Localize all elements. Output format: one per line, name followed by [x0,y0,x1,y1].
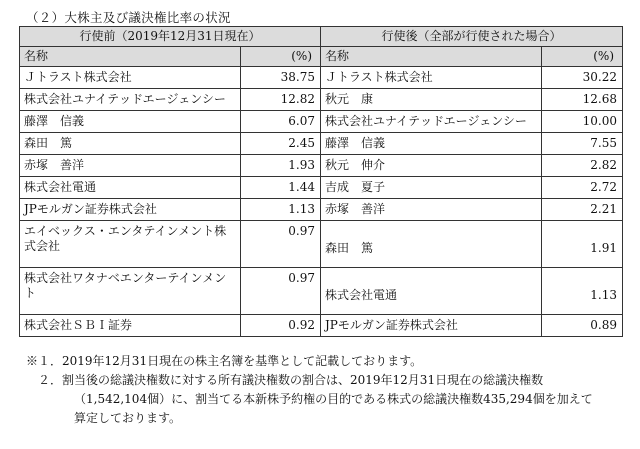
footnote-1: ※１．2019年12月31日現在の株主名簿を基準として記載しております。 [26,354,423,368]
after-shareholder-pct: 12.68 [542,89,623,111]
after-shareholder-pct: 2.82 [542,155,623,177]
footnote-2-line-2: （1,542,104個）に、割当てる本新株予約権の目的である株式の総議決権数435,294個を加えて [74,392,593,406]
major-shareholders-table [19,26,623,337]
before-shareholder-name: JPモルガン証券株式会社 [20,199,241,221]
footnote-2-line-3: 算定しております。 [74,411,182,425]
after-exercise-header: 行使後（全部が行使された場合） [321,27,623,47]
before-shareholder-name: 赤塚 善洋 [20,155,241,177]
before-shareholder-name: 株式会社ワタナベエンターテインメント [20,268,241,315]
table-row [20,67,623,89]
after-shareholder-name: 吉成 夏子 [321,177,542,199]
after-shareholder-name: 秋元 康 [321,89,542,111]
column-header-row [20,47,623,67]
after-shareholder-pct: 30.22 [542,67,623,89]
before-shareholder-pct: 1.93 [241,155,321,177]
after-shareholder-pct: 2.21 [542,199,623,221]
after-pct-col-header: (%) [542,47,623,67]
before-shareholder-name: 株式会社ユナイテッドエージェンシー [20,89,241,111]
before-shareholder-pct: 1.13 [241,199,321,221]
table-row [20,315,623,337]
table-row [20,221,623,268]
table-row [20,111,623,133]
before-shareholder-name: 藤澤 信義 [20,111,241,133]
after-shareholder-name: Ｊトラスト株式会社 [321,67,542,89]
before-exercise-header: 行使前（2019年12月31日現在） [20,27,321,47]
before-shareholder-name: 株式会社ＳＢＩ証券 [20,315,241,337]
after-shareholder-pct: 1.91 [542,221,623,268]
footnote-2-line-1: ２．割当後の総議決権数に対する所有議決権数の割合は、2019年12月31日現在の総議決権数 [38,373,544,387]
after-shareholder-name: 赤塚 善洋 [321,199,542,221]
before-shareholder-name: 株式会社電通 [20,177,241,199]
before-shareholder-pct: 0.97 [241,221,321,268]
after-shareholder-name: 株式会社電通 [321,268,542,315]
before-shareholder-pct: 0.97 [241,268,321,315]
section-heading: （２）大株主及び議決権比率の状況 [26,10,231,25]
before-shareholder-pct: 38.75 [241,67,321,89]
after-shareholder-pct: 2.72 [542,177,623,199]
before-shareholder-pct: 1.44 [241,177,321,199]
table-row [20,199,623,221]
before-name-col-header: 名称 [20,47,241,67]
period-header-row [20,27,623,47]
after-shareholder-name: 藤澤 信義 [321,133,542,155]
table-row [20,89,623,111]
after-shareholder-name: 秋元 伸介 [321,155,542,177]
before-pct-col-header: (%) [241,47,321,67]
before-shareholder-pct: 12.82 [241,89,321,111]
before-shareholder-pct: 0.92 [241,315,321,337]
before-shareholder-name: 森田 篤 [20,133,241,155]
before-shareholder-pct: 2.45 [241,133,321,155]
before-shareholder-name: エイベックス・エンタテインメント株式会社 [20,221,241,268]
table-row [20,177,623,199]
after-shareholder-name: 森田 篤 [321,221,542,268]
table-row [20,133,623,155]
before-shareholder-pct: 6.07 [241,111,321,133]
after-shareholder-name: JPモルガン証券株式会社 [321,315,542,337]
after-shareholder-pct: 1.13 [542,268,623,315]
before-shareholder-name: Ｊトラスト株式会社 [20,67,241,89]
after-shareholder-name: 株式会社ユナイテッドエージェンシー [321,111,542,133]
table-row [20,268,623,315]
footnotes [26,352,626,428]
after-shareholder-pct: 7.55 [542,133,623,155]
after-shareholder-pct: 0.89 [542,315,623,337]
after-name-col-header: 名称 [321,47,542,67]
table-row [20,155,623,177]
after-shareholder-pct: 10.00 [542,111,623,133]
